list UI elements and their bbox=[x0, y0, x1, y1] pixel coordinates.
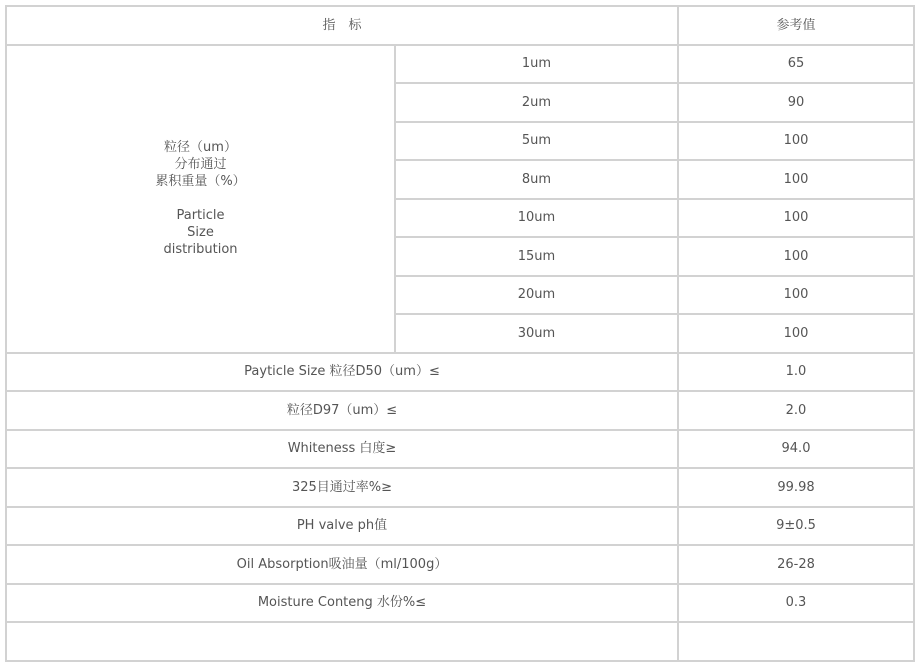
particle-value-cell: 90 bbox=[678, 83, 914, 122]
table-row bbox=[6, 584, 914, 623]
table-row bbox=[6, 353, 914, 392]
particle-label-line: Size bbox=[187, 225, 214, 240]
particle-size-cell: 10um bbox=[395, 199, 678, 238]
particle-label-gap bbox=[7, 190, 394, 207]
particle-value-cell: 100 bbox=[678, 237, 914, 276]
particle-size-cell: 20um bbox=[395, 276, 678, 315]
table-row-partial bbox=[6, 622, 914, 661]
property-name-cell: Moisture Conteng 水份%≤ bbox=[6, 584, 678, 623]
particle-size-cell: 30um bbox=[395, 314, 678, 353]
table-row bbox=[6, 545, 914, 584]
property-name-cell: 粒径D97（um）≤ bbox=[6, 391, 678, 430]
property-name-cell: Whiteness 白度≥ bbox=[6, 430, 678, 469]
property-value-cell: 1.0 bbox=[678, 353, 914, 392]
property-name-cell: Payticle Size 粒径D50（um）≤ bbox=[6, 353, 678, 392]
property-value-cell: 0.3 bbox=[678, 584, 914, 623]
particle-label-line: distribution bbox=[163, 242, 238, 257]
particle-size-label bbox=[6, 45, 395, 353]
particle-label-line: Particle bbox=[176, 208, 225, 223]
particle-value-cell: 65 bbox=[678, 45, 914, 84]
particle-value-cell: 100 bbox=[678, 122, 914, 161]
property-value-cell-empty bbox=[678, 622, 914, 661]
particle-size-cell: 8um bbox=[395, 160, 678, 199]
property-value-cell: 99.98 bbox=[678, 468, 914, 507]
particle-size-cell: 1um bbox=[395, 45, 678, 84]
property-value-cell: 26-28 bbox=[678, 545, 914, 584]
header-row bbox=[6, 6, 914, 45]
table-row bbox=[6, 391, 914, 430]
property-value-cell: 2.0 bbox=[678, 391, 914, 430]
particle-value-cell: 100 bbox=[678, 276, 914, 315]
table-row bbox=[6, 468, 914, 507]
particle-size-cell: 15um bbox=[395, 237, 678, 276]
property-name-cell: PH valve ph值 bbox=[6, 507, 678, 546]
particle-value-cell: 100 bbox=[678, 199, 914, 238]
property-value-cell: 94.0 bbox=[678, 430, 914, 469]
table-row bbox=[6, 45, 914, 84]
property-name-cell: Oil Absorption吸油量（ml/100g） bbox=[6, 545, 678, 584]
header-indicator: 指 标 bbox=[6, 6, 678, 45]
particle-label-line: 粒径（um） bbox=[164, 140, 237, 155]
property-name-cell-empty bbox=[6, 622, 678, 661]
particle-label-line: 分布通过 bbox=[174, 157, 227, 172]
table-row bbox=[6, 430, 914, 469]
table-row bbox=[6, 507, 914, 546]
particle-size-cell: 5um bbox=[395, 122, 678, 161]
particle-value-cell: 100 bbox=[678, 160, 914, 199]
particle-size-cell: 2um bbox=[395, 83, 678, 122]
spec-table bbox=[5, 5, 915, 662]
particle-label-line: 累积重量（%） bbox=[155, 174, 246, 189]
property-name-cell: 325目通过率%≥ bbox=[6, 468, 678, 507]
particle-value-cell: 100 bbox=[678, 314, 914, 353]
header-reference: 参考值 bbox=[678, 6, 914, 45]
property-value-cell: 9±0.5 bbox=[678, 507, 914, 546]
